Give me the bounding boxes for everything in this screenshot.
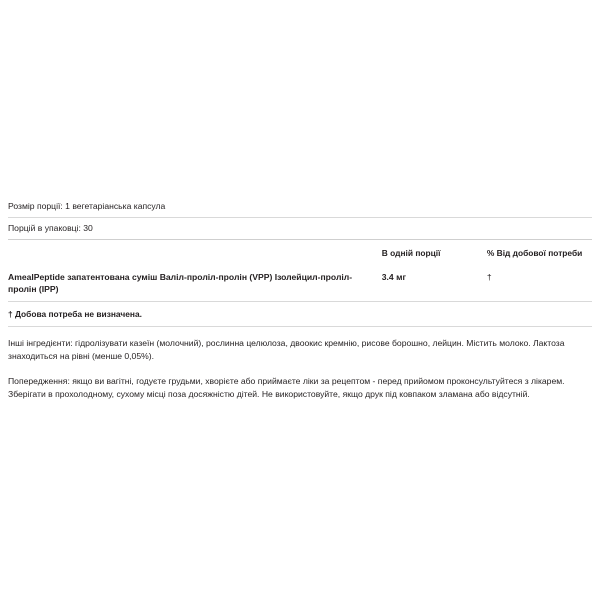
nutrition-table-body bbox=[8, 265, 592, 301]
nutrient-name: AmealPeptide запатентована суміш Валіл-проліл-пролін (VPP) Ізолейцил-проліл-пролін (IPP) bbox=[8, 272, 353, 294]
daily-value-footnote: † Добова потреба не визначена. bbox=[8, 309, 142, 319]
warning-text: Попередження: якщо ви вагітні, годуєте грудьми, хворієте або приймаєте ліки за рецептом - перед прийомом проконсультуйтеся з лікарем. Зберігати в прохолодному, сухому місці поза досяжністю дітей. Не використовуйте, якщо друк під ковпаком зламана або відсутній. bbox=[8, 376, 565, 399]
nutrition-table bbox=[8, 240, 592, 301]
other-ingredients-text: Інші інгредієнти: гідролізувати казеїн (молочний), рослинна целюлоза, двоокис кремнію, рисове борошно, лейцин. Містить молоко. Лактоза знаходиться на рівні (менше 0,05%). bbox=[8, 338, 565, 361]
column-header-daily-value: % Від добової потреби bbox=[486, 248, 583, 258]
nutrient-amount: 3.4 мг bbox=[381, 272, 407, 282]
servings-per-container-line: Порцій в упаковці: 30 bbox=[8, 223, 93, 233]
nutrient-daily-value: † bbox=[486, 272, 492, 282]
supplement-facts-panel bbox=[0, 196, 600, 401]
column-header-amount: В одній порції bbox=[381, 248, 441, 258]
table-header-row bbox=[8, 240, 592, 265]
serving-size-line: Розмір порції: 1 вегетаріанська капсула bbox=[8, 201, 166, 211]
nutrition-table-head bbox=[8, 240, 592, 265]
table-row bbox=[8, 265, 592, 301]
column-header-name bbox=[8, 240, 382, 265]
